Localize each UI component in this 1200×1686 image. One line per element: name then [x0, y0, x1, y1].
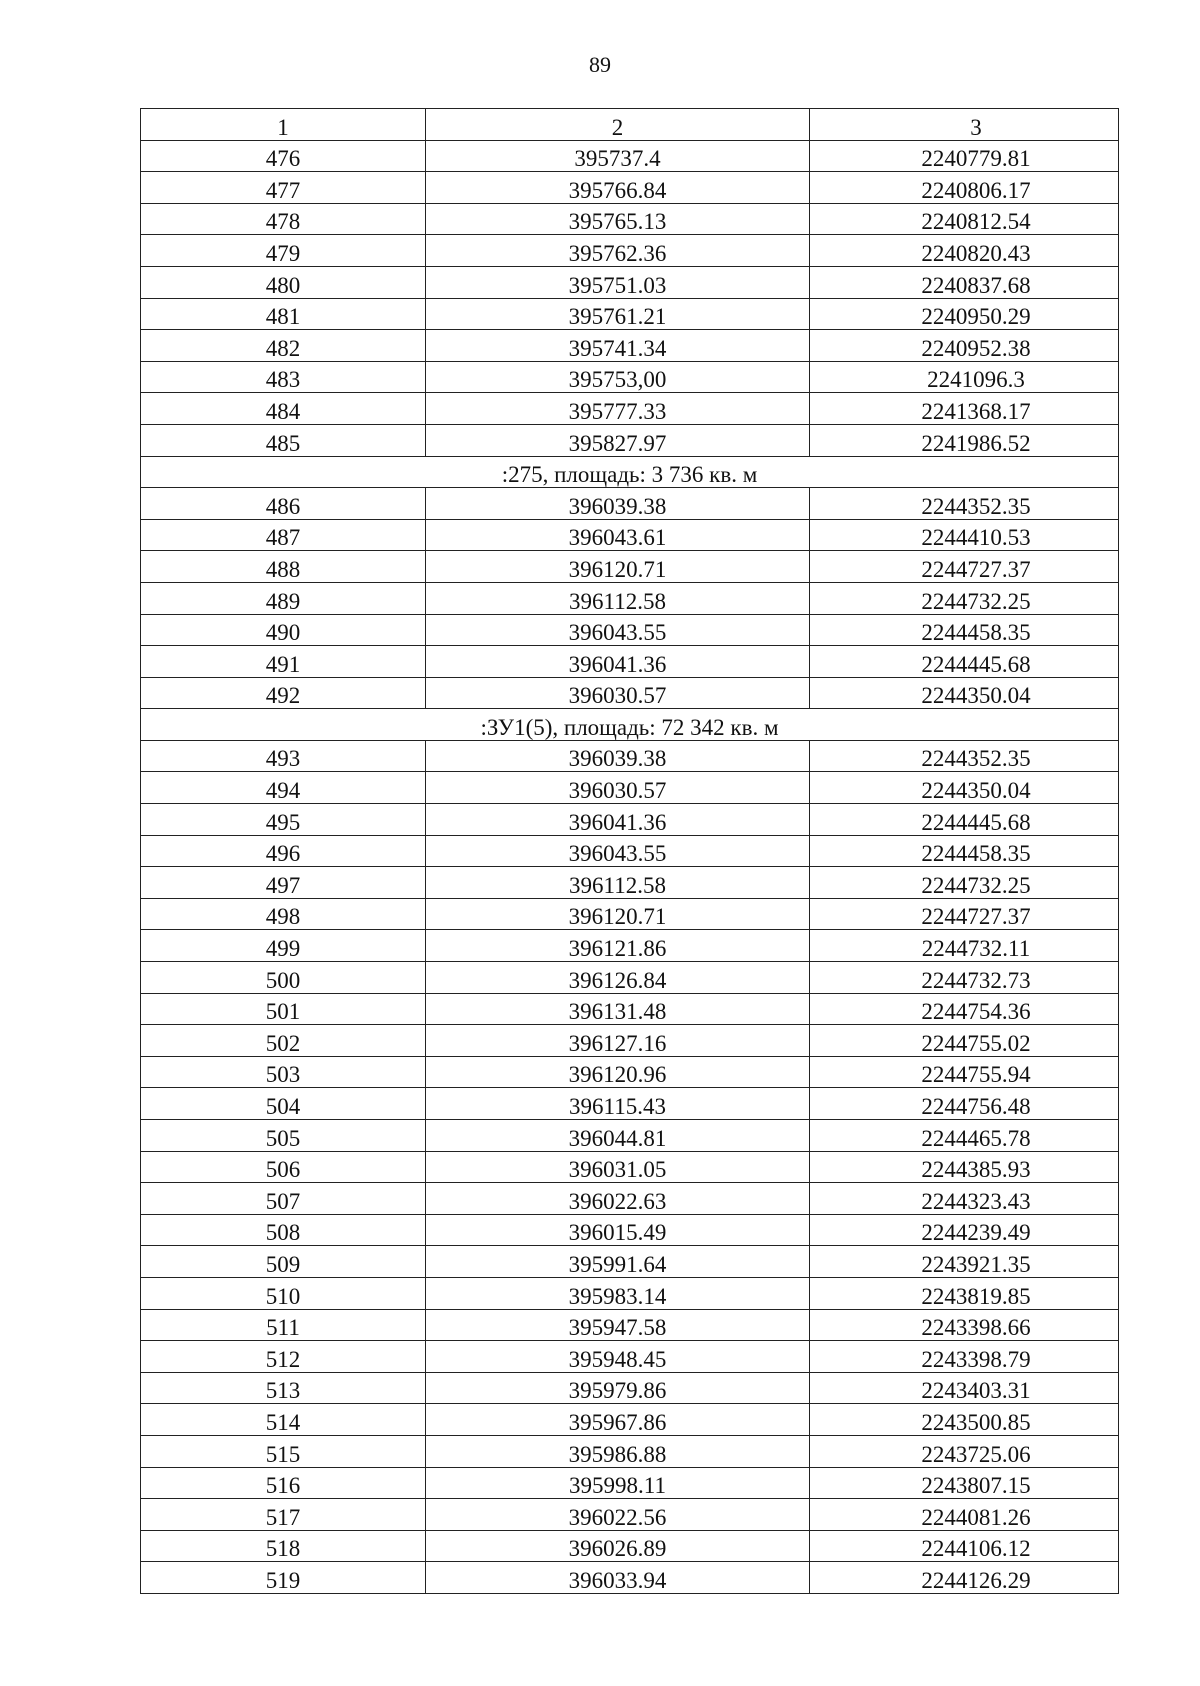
cell-y-coordinate: 2244465.78: [810, 1120, 1119, 1152]
section-label: :275, площадь: 3 736 кв. м: [141, 456, 1119, 488]
cell-y-coordinate: 2244445.68: [810, 646, 1119, 678]
cell-point-number: 499: [141, 930, 426, 962]
cell-point-number: 497: [141, 867, 426, 899]
cell-point-number: 500: [141, 962, 426, 994]
section-label: :ЗУ1(5), площадь: 72 342 кв. м: [141, 709, 1119, 741]
cell-x-coordinate: 396043.61: [426, 519, 810, 551]
cell-point-number: 488: [141, 551, 426, 583]
cell-point-number: 495: [141, 804, 426, 836]
table-row: [141, 1088, 1119, 1120]
coordinates-table: [140, 108, 1119, 1594]
cell-y-coordinate: 2244756.48: [810, 1088, 1119, 1120]
cell-x-coordinate: 396131.48: [426, 993, 810, 1025]
cell-y-coordinate: 2244352.35: [810, 740, 1119, 772]
cell-y-coordinate: 2244727.37: [810, 898, 1119, 930]
cell-y-coordinate: 2244755.02: [810, 1025, 1119, 1057]
cell-point-number: 480: [141, 266, 426, 298]
cell-y-coordinate: 2244352.35: [810, 488, 1119, 520]
cell-point-number: 517: [141, 1499, 426, 1531]
section-row: [141, 709, 1119, 741]
table-row: [141, 1372, 1119, 1404]
cell-x-coordinate: 396043.55: [426, 614, 810, 646]
table-row: [141, 582, 1119, 614]
cell-y-coordinate: 2240806.17: [810, 172, 1119, 204]
cell-x-coordinate: 396127.16: [426, 1025, 810, 1057]
table-row: [141, 1246, 1119, 1278]
table-row: [141, 1214, 1119, 1246]
cell-x-coordinate: 395998.11: [426, 1467, 810, 1499]
table-row: [141, 330, 1119, 362]
cell-point-number: 492: [141, 677, 426, 709]
cell-x-coordinate: 395983.14: [426, 1277, 810, 1309]
cell-x-coordinate: 396120.71: [426, 551, 810, 583]
cell-y-coordinate: 2243398.66: [810, 1309, 1119, 1341]
cell-point-number: 510: [141, 1277, 426, 1309]
cell-x-coordinate: 395761.21: [426, 298, 810, 330]
table-row: [141, 740, 1119, 772]
cell-y-coordinate: 2244081.26: [810, 1499, 1119, 1531]
cell-point-number: 489: [141, 582, 426, 614]
table-row: [141, 1183, 1119, 1215]
cell-y-coordinate: 2243398.79: [810, 1341, 1119, 1373]
table-row: [141, 266, 1119, 298]
cell-x-coordinate: 396026.89: [426, 1530, 810, 1562]
cell-point-number: 487: [141, 519, 426, 551]
cell-point-number: 518: [141, 1530, 426, 1562]
cell-x-coordinate: 396126.84: [426, 962, 810, 994]
cell-y-coordinate: 2243725.06: [810, 1435, 1119, 1467]
table-row: [141, 361, 1119, 393]
cell-x-coordinate: 396044.81: [426, 1120, 810, 1152]
table-row: [141, 393, 1119, 425]
table-row: [141, 1309, 1119, 1341]
cell-x-coordinate: 395991.64: [426, 1246, 810, 1278]
cell-point-number: 490: [141, 614, 426, 646]
cell-x-coordinate: 396031.05: [426, 1151, 810, 1183]
cell-y-coordinate: 2241368.17: [810, 393, 1119, 425]
cell-point-number: 501: [141, 993, 426, 1025]
cell-point-number: 507: [141, 1183, 426, 1215]
table-row: [141, 930, 1119, 962]
table-row: [141, 424, 1119, 456]
section-row: [141, 456, 1119, 488]
cell-y-coordinate: 2240779.81: [810, 140, 1119, 172]
cell-point-number: 514: [141, 1404, 426, 1436]
cell-y-coordinate: 2244458.35: [810, 614, 1119, 646]
cell-y-coordinate: 2244350.04: [810, 772, 1119, 804]
cell-x-coordinate: 396039.38: [426, 488, 810, 520]
cell-x-coordinate: 395948.45: [426, 1341, 810, 1373]
cell-x-coordinate: 395777.33: [426, 393, 810, 425]
cell-point-number: 496: [141, 835, 426, 867]
cell-y-coordinate: 2240950.29: [810, 298, 1119, 330]
cell-point-number: 478: [141, 203, 426, 235]
cell-y-coordinate: 2243921.35: [810, 1246, 1119, 1278]
cell-x-coordinate: 395947.58: [426, 1309, 810, 1341]
cell-x-coordinate: 396039.38: [426, 740, 810, 772]
cell-x-coordinate: 395753,00: [426, 361, 810, 393]
header-cell-x: 2: [426, 109, 810, 141]
table-row: [141, 993, 1119, 1025]
cell-x-coordinate: 396120.96: [426, 1056, 810, 1088]
cell-y-coordinate: 2241096.3: [810, 361, 1119, 393]
cell-point-number: 512: [141, 1341, 426, 1373]
table-row: [141, 1341, 1119, 1373]
cell-point-number: 485: [141, 424, 426, 456]
cell-point-number: 486: [141, 488, 426, 520]
table-row: [141, 1056, 1119, 1088]
cell-y-coordinate: 2244106.12: [810, 1530, 1119, 1562]
table-row: [141, 614, 1119, 646]
cell-x-coordinate: 395737.4: [426, 140, 810, 172]
header-cell-point-number: 1: [141, 109, 426, 141]
cell-x-coordinate: 396015.49: [426, 1214, 810, 1246]
cell-point-number: 483: [141, 361, 426, 393]
table-row: [141, 235, 1119, 267]
cell-x-coordinate: 395751.03: [426, 266, 810, 298]
coordinates-table-body: [141, 109, 1119, 1594]
cell-x-coordinate: 396030.57: [426, 772, 810, 804]
cell-point-number: 491: [141, 646, 426, 678]
page-number: 89: [589, 52, 611, 77]
cell-y-coordinate: 2244727.37: [810, 551, 1119, 583]
cell-y-coordinate: 2244458.35: [810, 835, 1119, 867]
cell-x-coordinate: 395967.86: [426, 1404, 810, 1436]
cell-y-coordinate: 2243500.85: [810, 1404, 1119, 1436]
cell-y-coordinate: 2243403.31: [810, 1372, 1119, 1404]
table-row: [141, 1404, 1119, 1436]
table-row: [141, 804, 1119, 836]
cell-point-number: 519: [141, 1562, 426, 1594]
cell-x-coordinate: 396121.86: [426, 930, 810, 962]
cell-y-coordinate: 2244732.11: [810, 930, 1119, 962]
cell-y-coordinate: 2244732.25: [810, 582, 1119, 614]
cell-point-number: 504: [141, 1088, 426, 1120]
cell-x-coordinate: 396030.57: [426, 677, 810, 709]
cell-x-coordinate: 395979.86: [426, 1372, 810, 1404]
cell-y-coordinate: 2244732.73: [810, 962, 1119, 994]
table-row: [141, 172, 1119, 204]
cell-point-number: 515: [141, 1435, 426, 1467]
cell-point-number: 479: [141, 235, 426, 267]
table-row: [141, 772, 1119, 804]
table-row: [141, 1120, 1119, 1152]
cell-point-number: 498: [141, 898, 426, 930]
table-row: [141, 1530, 1119, 1562]
cell-y-coordinate: 2244732.25: [810, 867, 1119, 899]
table-row: [141, 867, 1119, 899]
cell-point-number: 503: [141, 1056, 426, 1088]
cell-point-number: 477: [141, 172, 426, 204]
table-row: [141, 646, 1119, 678]
table-row: [141, 551, 1119, 583]
cell-y-coordinate: 2244350.04: [810, 677, 1119, 709]
cell-x-coordinate: 396112.58: [426, 867, 810, 899]
table-row: [141, 1151, 1119, 1183]
cell-point-number: 511: [141, 1309, 426, 1341]
table-row: [141, 677, 1119, 709]
cell-x-coordinate: 396041.36: [426, 646, 810, 678]
cell-x-coordinate: 395766.84: [426, 172, 810, 204]
table-row: [141, 898, 1119, 930]
table-header-row: [141, 109, 1119, 141]
cell-y-coordinate: 2240837.68: [810, 266, 1119, 298]
cell-x-coordinate: 396033.94: [426, 1562, 810, 1594]
cell-x-coordinate: 395765.13: [426, 203, 810, 235]
cell-point-number: 509: [141, 1246, 426, 1278]
table-row: [141, 1435, 1119, 1467]
cell-point-number: 513: [141, 1372, 426, 1404]
cell-y-coordinate: 2244385.93: [810, 1151, 1119, 1183]
cell-y-coordinate: 2240812.54: [810, 203, 1119, 235]
cell-point-number: 494: [141, 772, 426, 804]
cell-x-coordinate: 395762.36: [426, 235, 810, 267]
table-row: [141, 1562, 1119, 1594]
cell-point-number: 481: [141, 298, 426, 330]
cell-x-coordinate: 396022.63: [426, 1183, 810, 1215]
cell-point-number: 484: [141, 393, 426, 425]
cell-y-coordinate: 2244323.43: [810, 1183, 1119, 1215]
cell-point-number: 502: [141, 1025, 426, 1057]
cell-x-coordinate: 395986.88: [426, 1435, 810, 1467]
cell-y-coordinate: 2240952.38: [810, 330, 1119, 362]
table-row: [141, 835, 1119, 867]
table-row: [141, 1025, 1119, 1057]
cell-point-number: 508: [141, 1214, 426, 1246]
cell-point-number: 482: [141, 330, 426, 362]
table-row: [141, 140, 1119, 172]
cell-point-number: 476: [141, 140, 426, 172]
cell-y-coordinate: 2244126.29: [810, 1562, 1119, 1594]
cell-x-coordinate: 396112.58: [426, 582, 810, 614]
cell-y-coordinate: 2244445.68: [810, 804, 1119, 836]
cell-y-coordinate: 2244239.49: [810, 1214, 1119, 1246]
table-row: [141, 1499, 1119, 1531]
cell-y-coordinate: 2244755.94: [810, 1056, 1119, 1088]
cell-y-coordinate: 2243807.15: [810, 1467, 1119, 1499]
cell-point-number: 506: [141, 1151, 426, 1183]
table-row: [141, 1467, 1119, 1499]
cell-y-coordinate: 2240820.43: [810, 235, 1119, 267]
cell-y-coordinate: 2244410.53: [810, 519, 1119, 551]
cell-point-number: 505: [141, 1120, 426, 1152]
table-row: [141, 488, 1119, 520]
table-row: [141, 298, 1119, 330]
table-row: [141, 962, 1119, 994]
cell-x-coordinate: 396120.71: [426, 898, 810, 930]
cell-x-coordinate: 396041.36: [426, 804, 810, 836]
cell-x-coordinate: 396022.56: [426, 1499, 810, 1531]
cell-x-coordinate: 396115.43: [426, 1088, 810, 1120]
cell-x-coordinate: 395741.34: [426, 330, 810, 362]
cell-y-coordinate: 2241986.52: [810, 424, 1119, 456]
cell-x-coordinate: 396043.55: [426, 835, 810, 867]
cell-y-coordinate: 2244754.36: [810, 993, 1119, 1025]
table-row: [141, 519, 1119, 551]
table-row: [141, 1277, 1119, 1309]
cell-y-coordinate: 2243819.85: [810, 1277, 1119, 1309]
cell-x-coordinate: 395827.97: [426, 424, 810, 456]
cell-point-number: 493: [141, 740, 426, 772]
cell-point-number: 516: [141, 1467, 426, 1499]
header-cell-y: 3: [810, 109, 1119, 141]
table-row: [141, 203, 1119, 235]
